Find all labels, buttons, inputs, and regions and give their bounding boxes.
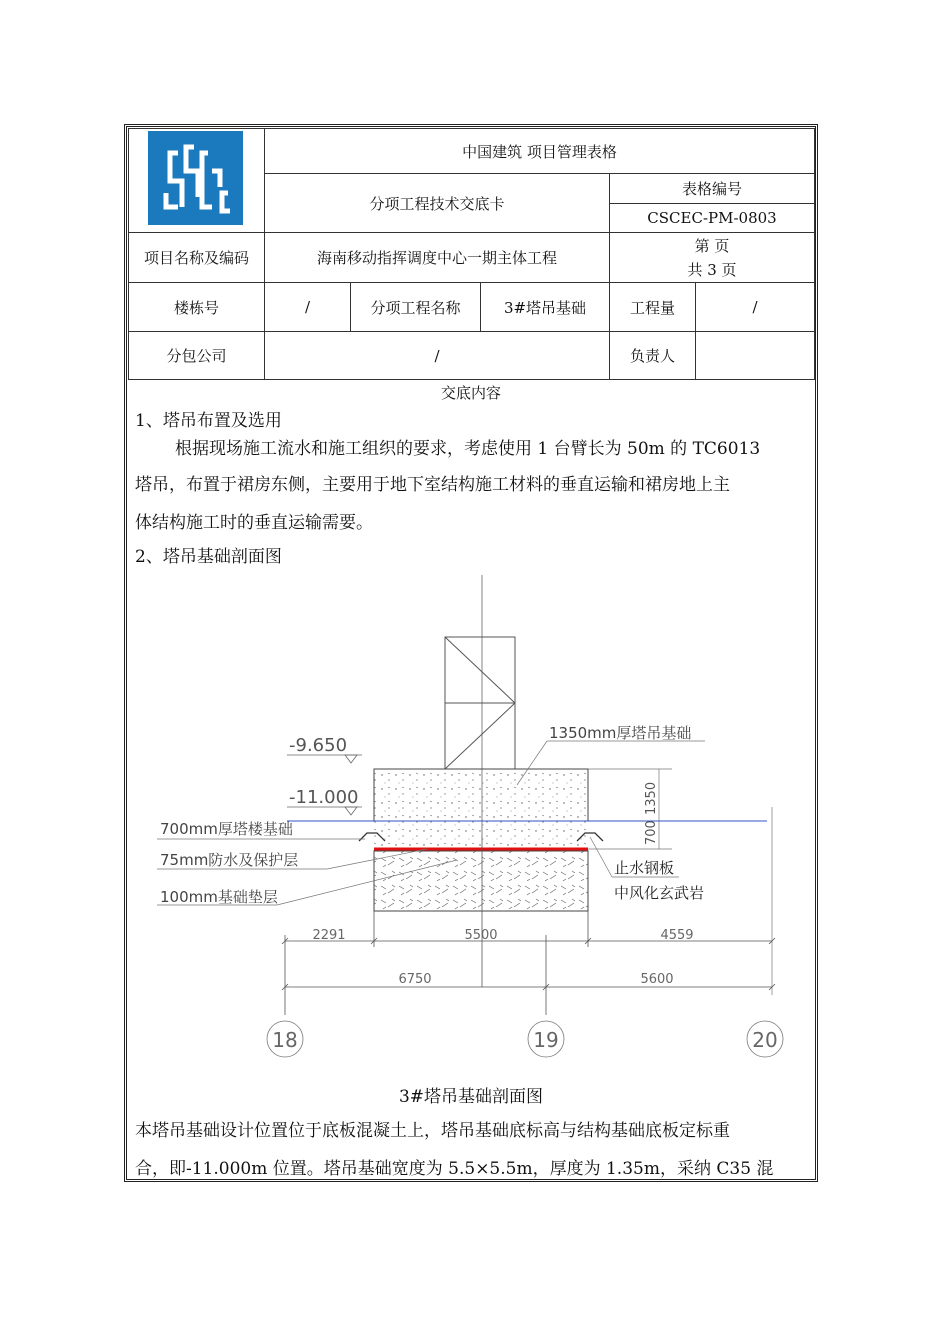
label-cushion: 100mm基础垫层 — [160, 888, 278, 906]
dim-right: 4559 — [660, 928, 694, 943]
quantity-label: 工程量 — [609, 282, 696, 332]
label-building-base: 700mm厚塔楼基础 — [160, 820, 293, 838]
label-waterproof: 75mm防水及保护层 — [160, 851, 299, 869]
building-label: 楼栋号 — [128, 282, 265, 332]
project-name-label: 项目名称及编码 — [128, 232, 265, 283]
owner-label: 负责人 — [609, 331, 696, 380]
axis-20: 20 — [752, 1028, 778, 1052]
tower-mast — [445, 637, 515, 769]
rock-layer — [374, 851, 588, 911]
dim-6750: 6750 — [398, 972, 432, 987]
logo-cell — [128, 128, 265, 233]
sub-value: / — [264, 331, 610, 380]
elev-top: -9.650 — [289, 735, 348, 756]
page-info — [609, 232, 815, 283]
label-rock: 中风化玄武岩 — [614, 884, 705, 902]
dim-700: 700 — [644, 820, 659, 845]
owner-value — [695, 331, 815, 380]
section1-line1: 根据现场施工流水和施工组织的要求，考虑使用 1 台臂长为 50m 的 TC6013 — [175, 439, 761, 459]
tower-crane-foundation-section — [127, 575, 815, 1065]
figure-caption: 3#塔吊基础剖面图 — [398, 1087, 544, 1107]
para2-line2: 合，即-11.000m 位置。塔吊基础宽度为 5.5×5.5m，厚度为 1.35m，采纳 C35 混 — [135, 1159, 774, 1179]
tower-base-block — [374, 769, 588, 821]
quantity-value: / — [695, 282, 815, 332]
section1-heading: 1、塔吊布置及选用 — [135, 411, 282, 431]
form-no-label: 表格编号 — [609, 173, 815, 204]
building-value: / — [264, 282, 351, 332]
content-title: 交底内容 — [440, 384, 501, 402]
page-label: 第 页 — [694, 236, 730, 255]
section2-heading: 2、塔吊基础剖面图 — [135, 547, 282, 567]
label-water-stop: 止水钢板 — [614, 859, 675, 877]
form-no-value: CSCEC-PM-0803 — [609, 203, 815, 233]
total-pages: 共 3 页 — [687, 260, 737, 279]
project-name-value: 海南移动指挥调度中心一期主体工程 — [264, 232, 610, 283]
card-title: 分项工程技术交底卡 — [264, 173, 610, 233]
section1-line3: 体结构施工时的垂直运输需要。 — [135, 513, 373, 533]
axis-18: 18 — [272, 1028, 298, 1052]
dim-5600: 5600 — [640, 972, 674, 987]
company-form-title: 中国建筑 项目管理表格 — [264, 128, 815, 174]
sub-label: 分包公司 — [128, 331, 265, 380]
dim-mid: 5500 — [464, 928, 498, 943]
elev-bottom: -11.000 — [289, 787, 359, 808]
item-name-value: 3#塔吊基础 — [480, 282, 610, 332]
building-base-layer — [374, 821, 588, 849]
item-name-label: 分项工程名称 — [350, 282, 481, 332]
dim-1350: 1350 — [644, 781, 659, 815]
para2-line1: 本塔吊基础设计位置位于底板混凝土上，塔吊基础底标高与结构基础底板定标重 — [135, 1121, 730, 1141]
dim-left: 2291 — [312, 928, 346, 943]
label-tower-base: 1350mm厚塔吊基础 — [549, 724, 692, 742]
section1-line2: 塔吊，布置于裙房东侧，主要用于地下室结构施工材料的垂直运输和裙房地上主 — [135, 475, 730, 495]
axis-19: 19 — [533, 1028, 559, 1052]
